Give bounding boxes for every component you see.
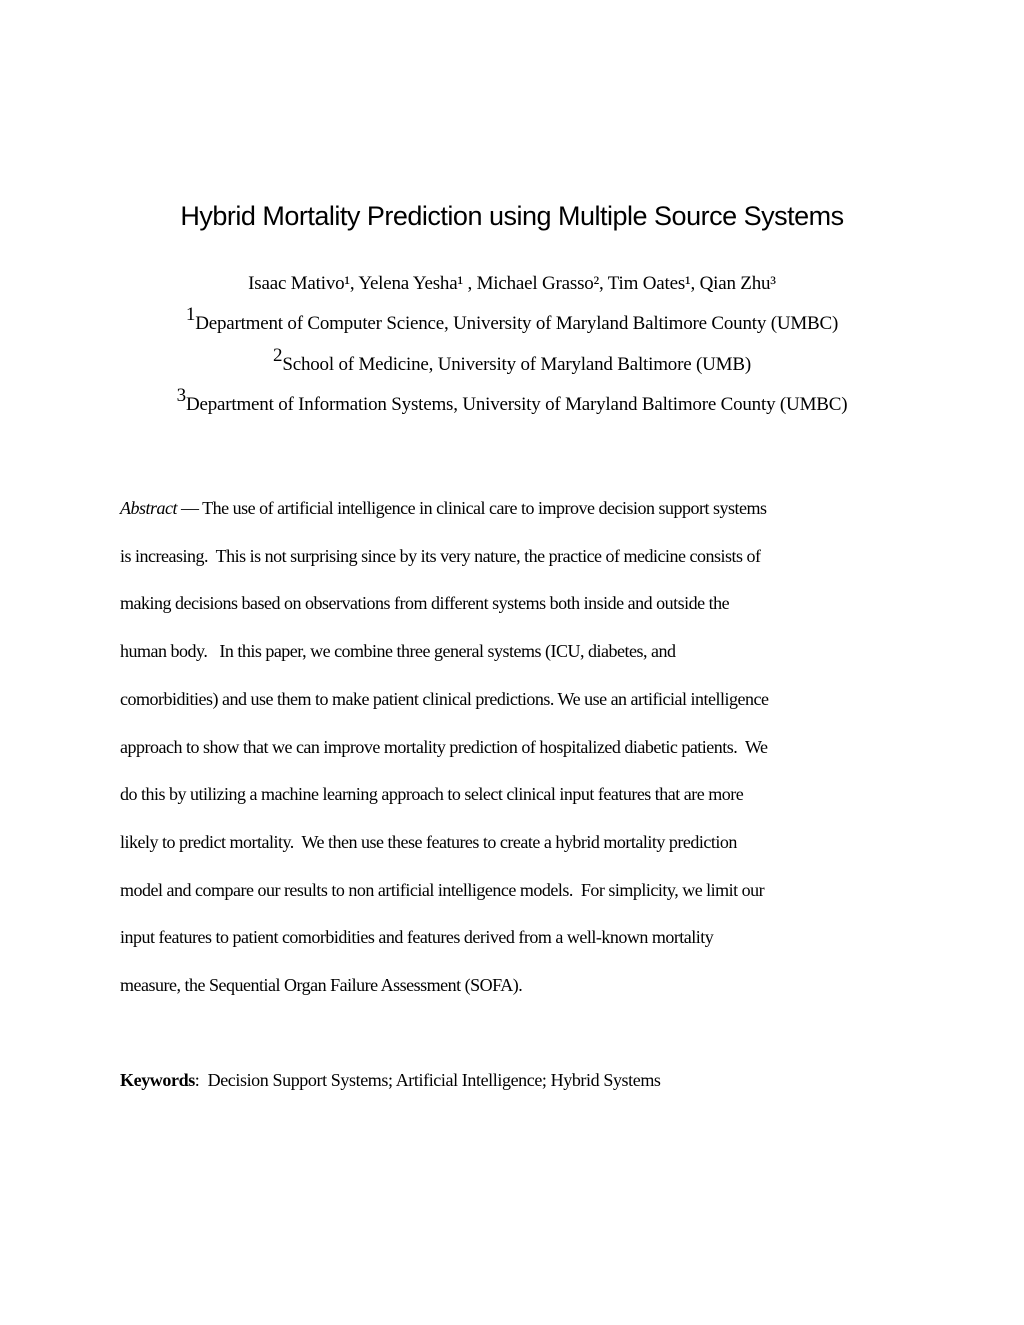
abstract-line: model and compare our results to non artificial intelligence models. For simplicity, we limit our <box>120 879 765 900</box>
abstract-line: approach to show that we can improve mortality prediction of hospitalized diabetic patients. We <box>120 736 768 757</box>
affiliation-1 <box>0 304 1024 345</box>
abstract-line: comorbidities) and use them to make patient clinical predictions. We use an artificial intelligence <box>120 688 769 709</box>
abstract-line: measure, the Sequential Organ Failure Assessment (SOFA). <box>120 975 523 996</box>
abstract-line: likely to predict mortality. We then use these features to create a hybrid mortality prediction <box>120 831 737 852</box>
affiliation-1-text: Department of Computer Science, University of Maryland Baltimore County (UMBC) <box>195 313 839 334</box>
keywords-label: Keywords <box>120 1070 195 1090</box>
abstract-line <box>120 485 920 533</box>
keywords-line <box>120 1068 920 1092</box>
affiliation-3-text: Department of Information Systems, University of Maryland Baltimore County (UMBC) <box>185 394 848 415</box>
affiliation-3-superscript: 3 <box>176 385 186 407</box>
affiliation-3 <box>0 385 1024 426</box>
abstract-line: making decisions based on observations from different systems both inside and outside the <box>120 593 730 614</box>
affiliation-2 <box>0 345 1024 386</box>
paper-title: Hybrid Mortality Prediction using Multiple Source Systems <box>180 201 844 231</box>
abstract-line: do this by utilizing a machine learning approach to select clinical input features that are more <box>120 784 744 805</box>
abstract-paragraph <box>120 485 920 1010</box>
affiliation-2-text: School of Medicine, University of Maryland Baltimore (UMB) <box>282 353 751 375</box>
affiliation-2-superscript: 2 <box>273 344 283 366</box>
abstract-line: is increasing. This is not surprising since by its very nature, the practice of medicine consists of <box>120 545 761 566</box>
abstract-label: Abstract <box>120 498 177 518</box>
affiliations-block <box>0 304 1024 426</box>
abstract-line: input features to patient comorbidities and features derived from a well-known mortality <box>120 927 714 948</box>
abstract-line-text: — The use of artificial intelligence in clinical care to improve decision support systems <box>177 498 767 518</box>
affiliation-1-superscript: 1 <box>185 304 196 326</box>
author-byline: Isaac Mativo¹, Yelena Yesha¹ , Michael Grasso², Tim Oates¹, Qian Zhu³ <box>248 273 776 294</box>
keywords-text: : Decision Support Systems; Artificial Intelligence; Hybrid Systems <box>194 1070 661 1090</box>
abstract-line: human body. In this paper, we combine three general systems (ICU, diabetes, and <box>120 641 676 662</box>
